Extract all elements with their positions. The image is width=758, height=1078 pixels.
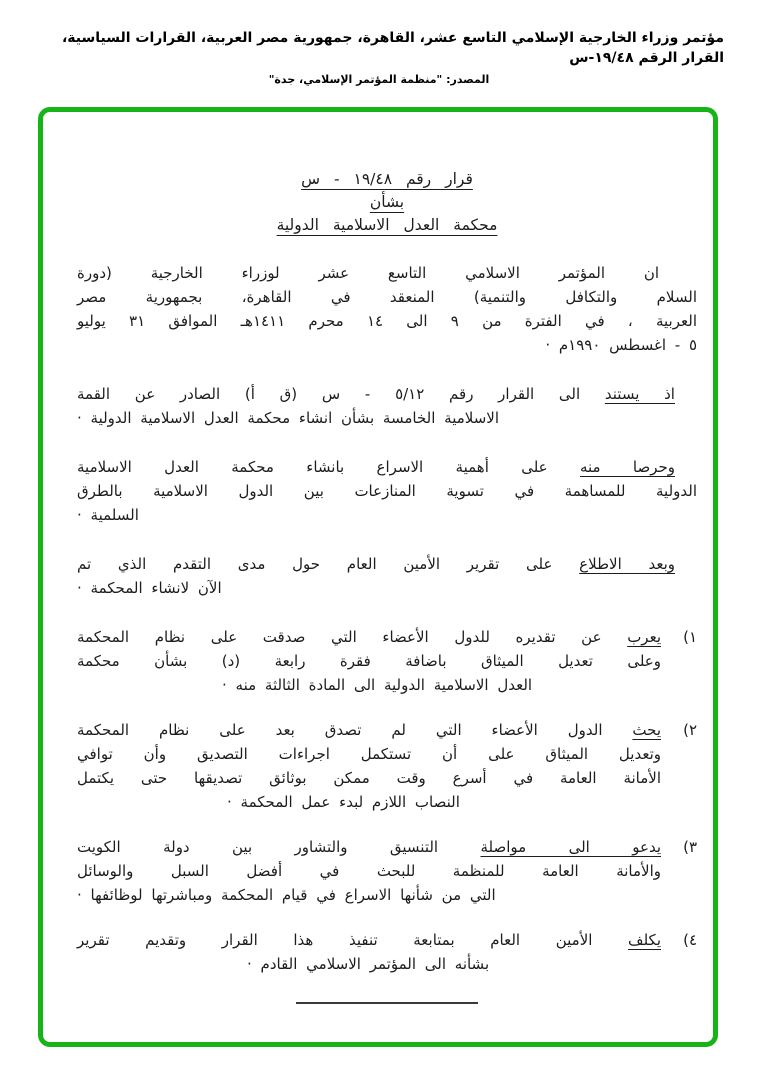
preamble-paragraph-2 (77, 382, 697, 430)
item-lead: يدعو الى مواصلة (480, 838, 661, 856)
text-line (77, 625, 661, 649)
paragraph-rest: على أهمية الاسراع بانشاء محكمة العدل الاسلامية (77, 458, 580, 476)
title-regarding: بشأن (369, 193, 405, 211)
preamble-paragraph-1 (77, 261, 697, 357)
text-line: السلام والتكافل والتنمية) المنعقد في القاهرة، بجمهورية مصر (77, 288, 697, 306)
paragraph-lead: وحرصا منه (579, 458, 675, 476)
text-line: العدل الاسلامية الدولية الى المادة الثالثة منه · (222, 676, 533, 694)
operative-item-4 (77, 928, 697, 976)
operative-item-3 (77, 835, 697, 907)
resolution-title (77, 168, 697, 237)
document-body (77, 261, 697, 1004)
item-lead: يكلف (628, 931, 661, 949)
text-line (77, 718, 661, 742)
text-line (77, 552, 697, 576)
item-text (77, 718, 661, 814)
text-line: الآن لانشاء المحكمة · (77, 579, 222, 597)
text-line: النصاب اللازم لبدء عمل المحكمة · (227, 793, 460, 811)
header-source-line: المصدر: "منظمة المؤتمر الإسلامي، جدة" (268, 73, 490, 86)
end-divider (296, 1002, 478, 1004)
item-number: (٣ (683, 838, 697, 856)
item-text (77, 835, 661, 907)
item-rest: عن تقديره للدول الأعضاء التي صدقت على نظام المحكمة (77, 628, 628, 646)
operative-item-1 (77, 625, 697, 697)
item-lead: يعرب (627, 628, 661, 646)
paragraph-rest: على تقرير الأمين العام حول مدى التقدم الذي تم (77, 555, 580, 573)
title-resolution-number: قرار رقم ١٩/٤٨ - س (301, 170, 473, 188)
text-line: والأمانة العامة للمنظمة للبحث في أفضل السبل والوسائل (77, 862, 661, 880)
preamble-paragraph-4 (77, 552, 697, 600)
text-line (77, 928, 661, 952)
text-line: التي من شأنها الاسراع في قيام المحكمة ومباشرتها لوظائفها · (77, 886, 496, 904)
item-lead: يحث (632, 721, 661, 739)
text-line: ان المؤتمر الاسلامي التاسع عشر لوزراء الخارجية (دورة (77, 264, 659, 282)
preamble-paragraph-3 (77, 455, 697, 527)
text-line: بشأنه الى المؤتمر الاسلامي القادم · (247, 955, 490, 973)
text-line (77, 455, 697, 479)
item-rest: التنسيق والتشاور بين دولة الكويت (77, 838, 481, 856)
text-line: الاسلامية الخامسة بشأن انشاء محكمة العدل الاسلامية الدولية · (77, 409, 499, 427)
item-rest: الدول الأعضاء التي لم تصدق بعد على نظام المحكمة (77, 721, 633, 739)
item-text (77, 928, 661, 976)
text-line: العربية ، في الفترة من ٩ الى ١٤ محرم ١٤١١هـ الموافق ٣١ يوليو (77, 312, 697, 330)
text-line (77, 382, 697, 406)
text-line: الأمانة العامة في أسرع وقت ممكن بوثائق تصديقها حتى يكتمل (77, 769, 661, 787)
text-line: وعلى تعديل الميثاق باضافة فقرة رابعة (د) بشأن محكمة (77, 652, 661, 670)
text-line: وتعديل الميثاق على أن تستكمل اجراءات التصديق وأن توافي (77, 745, 661, 763)
paragraph-lead: وبعد الاطلاع (579, 555, 675, 573)
item-number: (٤ (683, 931, 697, 949)
paragraph-rest: الى القرار رقم ٥/١٢ - س (ق أ) الصادر عن القمة (77, 385, 605, 403)
item-text (77, 625, 661, 697)
paragraph-lead: اذ يستند (604, 385, 675, 403)
operative-item-2 (77, 718, 697, 814)
text-line: الدولية للمساهمة في تسوية المنازعات بين الدول الاسلامية بالطرق (77, 482, 697, 500)
header-citation-line: مؤتمر وزراء الخارجية الإسلامي التاسع عشر، القاهرة، جمهورية مصر العربية، القرارات السياسية، القرار الرقم ١٩/٤٨-س (61, 30, 724, 66)
item-number: (١ (683, 628, 697, 646)
title-subject: محكمة العدل الاسلامية الدولية (276, 216, 498, 234)
text-line: ٥ - اغسطس ١٩٩٠م · (545, 336, 697, 354)
text-line: السلمية · (77, 506, 139, 524)
text-line (77, 835, 661, 859)
document-frame (38, 107, 718, 1047)
item-number: (٢ (683, 721, 697, 739)
item-rest: الأمين العام بمتابعة تنفيذ هذا القرار وتقديم تقرير (77, 931, 629, 949)
